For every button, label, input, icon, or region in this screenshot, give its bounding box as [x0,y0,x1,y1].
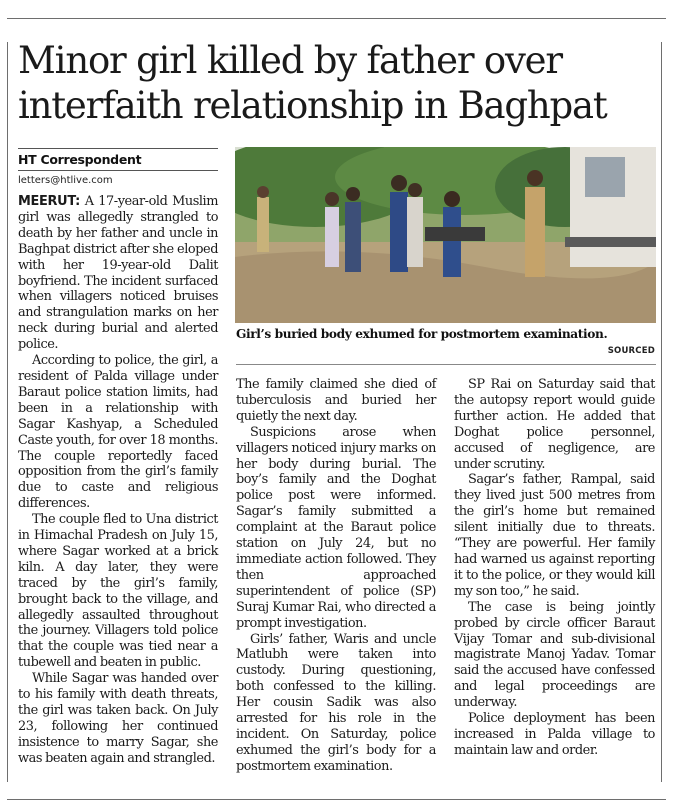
article-paragraph: MEERUT: A 17-year-old Muslim girl was allegedly strangled to death by her father and uncle in Baghpat district after she eloped with her 19-year-old Dalit boyfriend. The incident surfaced when villagers noticed bruises and strangulation marks on her neck during burial and alerted police. [18,194,218,353]
caption-rule [236,364,656,365]
article-paragraph: The case is being jointly probed by circle officer Baraut Vijay Tomar and sub-divisional magistrate Manoj Yadav. Tomar said the accused have confessed and legal proceedings are underway. [454,599,655,711]
byline-top-rule [18,148,218,149]
article-paragraph: Suspicions arose when villagers noticed injury marks on her body during burial. The boy’s family and the Doghat police post were informed. Sagar’s family submitted a complaint at the Baraut police station on July 24, but no immediate action followed. They then approached superintendent of police (SP) Suraj Kumar Rai, who directed a prompt investigation. [236,424,436,631]
right-column-rule [661,42,662,782]
photo-caption: Girl’s buried body exhumed for postmortem examination. [236,327,608,341]
headline: Minor girl killed by father over interfaith relationship in Baghpat [18,39,607,127]
byline-email-link[interactable]: letters@htlive.com [18,175,113,186]
article-paragraph: While Sagar was handed over to his family with death threats, the girl was taken back. On July 23, following her continued insistence to marry Sagar, she was beaten again and strangled. [18,671,218,766]
dateline: MEERUT: [18,194,80,209]
article-column-3 [454,377,655,759]
article-paragraph: The family claimed she died of tuberculosis and buried her quietly the next day. [236,377,436,424]
article-paragraph: SP Rai on Saturday said that the autopsy report would guide further action. He added that Doghat police personnel, accused of negligence, are under scrutiny. [454,377,655,472]
article-paragraph: According to police, the girl, a resident of Palda village under Baraut police station limits, had been in a relationship with Sagar Kashyap, a Scheduled Caste youth, for over 18 months. The couple reportedly faced opposition from the girl’s family due to caste and religious differences. [18,353,218,512]
photo-credit: SOURCED [607,346,655,356]
article-paragraph: The couple fled to Una district in Himachal Pradesh on July 15, where Sagar worked at a brick kiln. A day later, they were traced by the girl’s family, brought back to the village, and allegedly assaulted throughout the journey. Villagers told police that the couple was tied near a tubewell and beaten in public. [18,512,218,671]
news-photo [235,147,656,323]
article-column-2 [236,377,436,775]
article-paragraph: Police deployment has been increased in Palda village to maintain law and order. [454,711,655,758]
article-paragraph: Sagar’s father, Rampal, said they lived just 500 metres from the girl’s home but remained silent initially due to threats. “They are powerful. Her family had warned us against reporting it to the police, or they would kill my son too,” he said. [454,472,655,599]
article-column-1 [18,194,218,767]
byline-author: HT Correspondent [18,152,142,167]
article-paragraph: Girls’ father, Waris and uncle Matlubh were taken into custody. During questioning, both confessed to the killing. Her cousin Sadik was also arrested for his role in the incident. On Saturday, police exhumed the girl’s body for a postmortem examination. [236,631,436,774]
left-column-rule [7,42,8,782]
byline-block [18,148,218,186]
byline-bottom-rule [18,170,218,171]
